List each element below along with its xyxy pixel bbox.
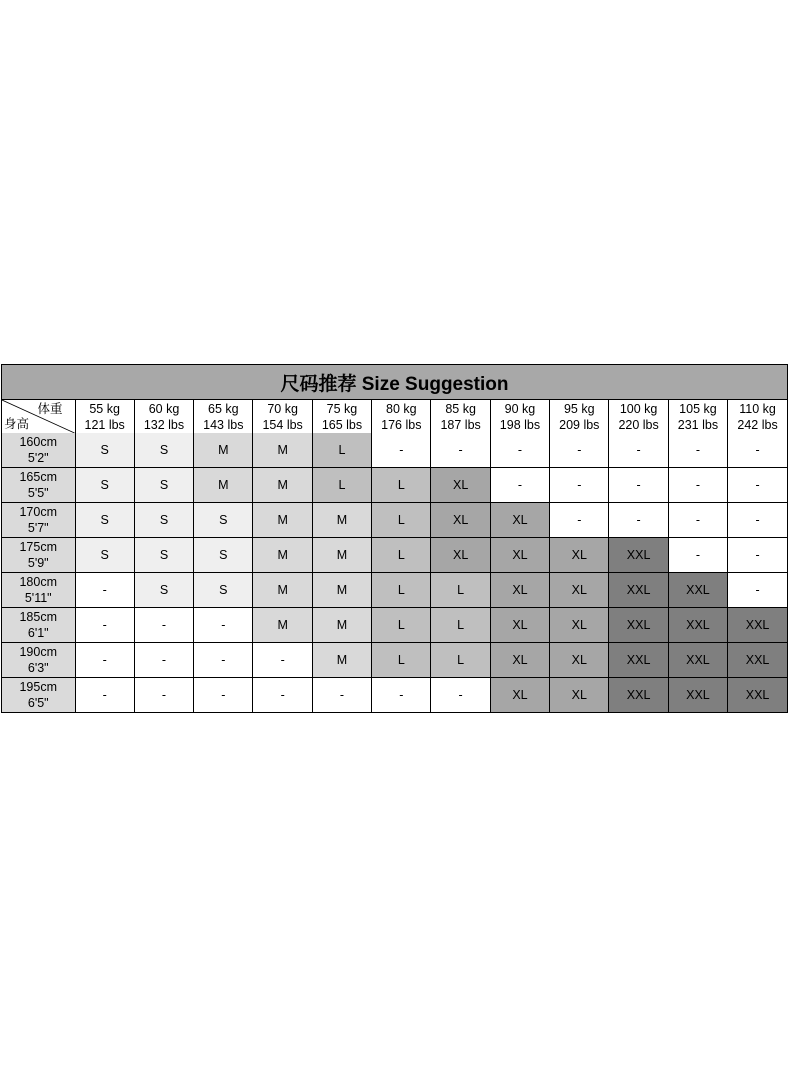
size-cell: - [728,468,787,503]
height-header-cell [2,608,75,643]
size-cell: XXL [728,678,787,713]
size-cell: - [609,468,668,503]
weight-header-cell [194,400,253,433]
size-cell: M [253,503,312,538]
size-cell: S [134,573,193,608]
weight-kg: 60 kg [148,401,180,416]
height-header-cell [2,678,75,713]
size-cell: M [253,433,312,468]
size-cell: L [372,468,431,503]
size-cell: M [194,468,253,503]
size-cell: XXL [668,678,727,713]
size-cell: L [431,573,490,608]
size-cell: M [253,468,312,503]
size-cell: L [312,468,371,503]
size-cell: L [312,433,371,468]
weight-kg: 80 kg [386,401,417,416]
size-cell: XXL [728,643,787,678]
size-cell: - [75,643,134,678]
weight-lbs: 176 lbs [381,417,422,432]
height-cm: 180cm [19,575,58,589]
weight-kg: 105 kg [679,401,717,416]
height-ft: 5'5" [27,486,49,500]
size-cell: XXL [668,643,727,678]
corner-cell [2,400,75,433]
size-cell: - [372,433,431,468]
size-cell: XL [490,678,549,713]
weight-header-cell [668,400,727,433]
weight-header-cell [728,400,787,433]
size-cell: XXL [609,643,668,678]
weight-kg: 75 kg [326,401,358,416]
size-cell: - [134,678,193,713]
weight-header-cell [253,400,312,433]
weight-kg: 95 kg [563,401,595,416]
weight-header-cell [372,400,431,433]
table-row [2,643,787,678]
weight-header-cell [431,400,490,433]
size-cell: XL [490,608,549,643]
size-cell: S [134,468,193,503]
weight-lbs: 121 lbs [84,417,125,432]
size-cell: - [431,678,490,713]
size-chart [1,364,788,713]
height-header-cell [2,573,75,608]
weight-lbs: 187 lbs [440,417,481,432]
table-row [2,503,787,538]
size-cell: - [550,433,609,468]
size-cell: XL [490,643,549,678]
weight-kg: 90 kg [504,401,536,416]
size-cell: S [194,573,253,608]
size-cell: - [431,433,490,468]
size-cell: XL [550,643,609,678]
height-ft: 6'5" [27,696,49,710]
size-cell: M [253,608,312,643]
size-cell: L [431,608,490,643]
size-cell: S [194,538,253,573]
size-cell: XXL [609,678,668,713]
size-cell: - [728,538,787,573]
height-ft: 6'1" [27,626,49,640]
size-cell: - [668,468,727,503]
size-cell: L [372,503,431,538]
weight-header-cell [134,400,193,433]
size-cell: - [75,608,134,643]
size-cell: S [194,503,253,538]
size-cell: S [75,433,134,468]
weight-header-row [2,400,787,433]
height-cm: 195cm [19,680,58,694]
size-cell: XL [490,503,549,538]
size-cell: M [312,503,371,538]
size-cell: XXL [609,538,668,573]
weight-kg: 100 kg [619,401,658,416]
height-axis-label: 身高 [4,417,30,431]
size-cell: - [550,503,609,538]
height-cm: 175cm [19,540,58,554]
size-cell: M [253,538,312,573]
size-cell: - [253,643,312,678]
weight-lbs: 165 lbs [321,417,363,432]
size-cell: - [490,433,549,468]
weight-lbs: 154 lbs [262,417,303,432]
size-cell: XL [490,538,549,573]
weight-kg: 70 kg [267,401,298,416]
size-cell: XXL [668,573,727,608]
size-cell: S [75,503,134,538]
height-cm: 165cm [19,470,58,484]
height-ft: 5'9" [27,556,49,570]
weight-lbs: 209 lbs [559,417,600,432]
size-cell: - [728,503,787,538]
size-cell: - [312,678,371,713]
chart-title: 尺码推荐 Size Suggestion [2,365,787,400]
height-cm: 170cm [19,505,58,519]
size-cell: - [668,503,727,538]
size-cell: - [609,433,668,468]
size-cell: - [668,538,727,573]
size-cell: M [253,573,312,608]
size-cell: L [372,573,431,608]
table-row [2,538,787,573]
size-cell: XL [431,503,490,538]
size-cell: - [75,573,134,608]
size-cell: - [194,678,253,713]
height-header-cell [2,503,75,538]
size-cell: S [134,503,193,538]
size-cell: XXL [609,608,668,643]
weight-header-cell [312,400,371,433]
size-cell: S [75,468,134,503]
weight-kg: 110 kg [739,401,776,416]
size-cell: - [668,433,727,468]
size-cell: XL [431,468,490,503]
size-cell: XL [550,678,609,713]
size-cell: S [75,538,134,573]
size-cell: XL [550,538,609,573]
height-header-cell [2,538,75,573]
weight-lbs: 220 lbs [618,417,659,432]
size-cell: M [312,608,371,643]
weight-header-cell [490,400,549,433]
size-cell: L [372,608,431,643]
size-cell: XL [431,538,490,573]
height-header-cell [2,643,75,678]
size-cell: - [194,608,253,643]
weight-kg: 65 kg [208,401,239,416]
size-cell: - [728,573,787,608]
size-cell: XXL [728,608,787,643]
weight-lbs: 132 lbs [143,417,185,432]
weight-lbs: 198 lbs [499,417,541,432]
size-cell: M [194,433,253,468]
table-row [2,433,787,468]
height-ft: 5'2" [27,451,49,465]
weight-kg: 55 kg [89,401,120,416]
height-ft: 5'7" [27,521,49,535]
weight-lbs: 231 lbs [677,417,719,432]
size-cell: - [372,678,431,713]
size-cell: XL [550,573,609,608]
table-row [2,573,787,608]
size-cell: XL [490,573,549,608]
size-cell: - [253,678,312,713]
size-cell: - [134,608,193,643]
weight-header-cell [75,400,134,433]
table-row [2,608,787,643]
height-header-cell [2,433,75,468]
table-row [2,468,787,503]
weight-kg: 85 kg [445,401,476,416]
height-ft: 6'3" [27,661,49,675]
size-cell: XXL [609,573,668,608]
height-cm: 160cm [19,435,58,449]
weight-lbs: 143 lbs [203,417,244,432]
weight-header-cell [609,400,668,433]
size-table [2,400,787,712]
height-header-cell [2,468,75,503]
size-cell: L [372,643,431,678]
size-cell: L [431,643,490,678]
size-cell: - [194,643,253,678]
weight-lbs: 242 lbs [737,417,778,432]
size-cell: S [134,538,193,573]
height-cm: 185cm [19,610,58,624]
height-cm: 190cm [19,645,58,659]
size-cell: - [75,678,134,713]
weight-axis-label: 体重 [37,402,63,416]
size-cell: - [609,503,668,538]
size-cell: - [134,643,193,678]
size-cell: XXL [668,608,727,643]
table-row [2,678,787,713]
size-cell: M [312,538,371,573]
size-cell: - [550,468,609,503]
size-cell: XL [550,608,609,643]
weight-header-cell [550,400,609,433]
size-cell: M [312,573,371,608]
size-cell: L [372,538,431,573]
size-cell: - [490,468,549,503]
size-cell: M [312,643,371,678]
height-ft: 5'11" [24,591,52,605]
size-cell: - [728,433,787,468]
size-cell: S [134,433,193,468]
